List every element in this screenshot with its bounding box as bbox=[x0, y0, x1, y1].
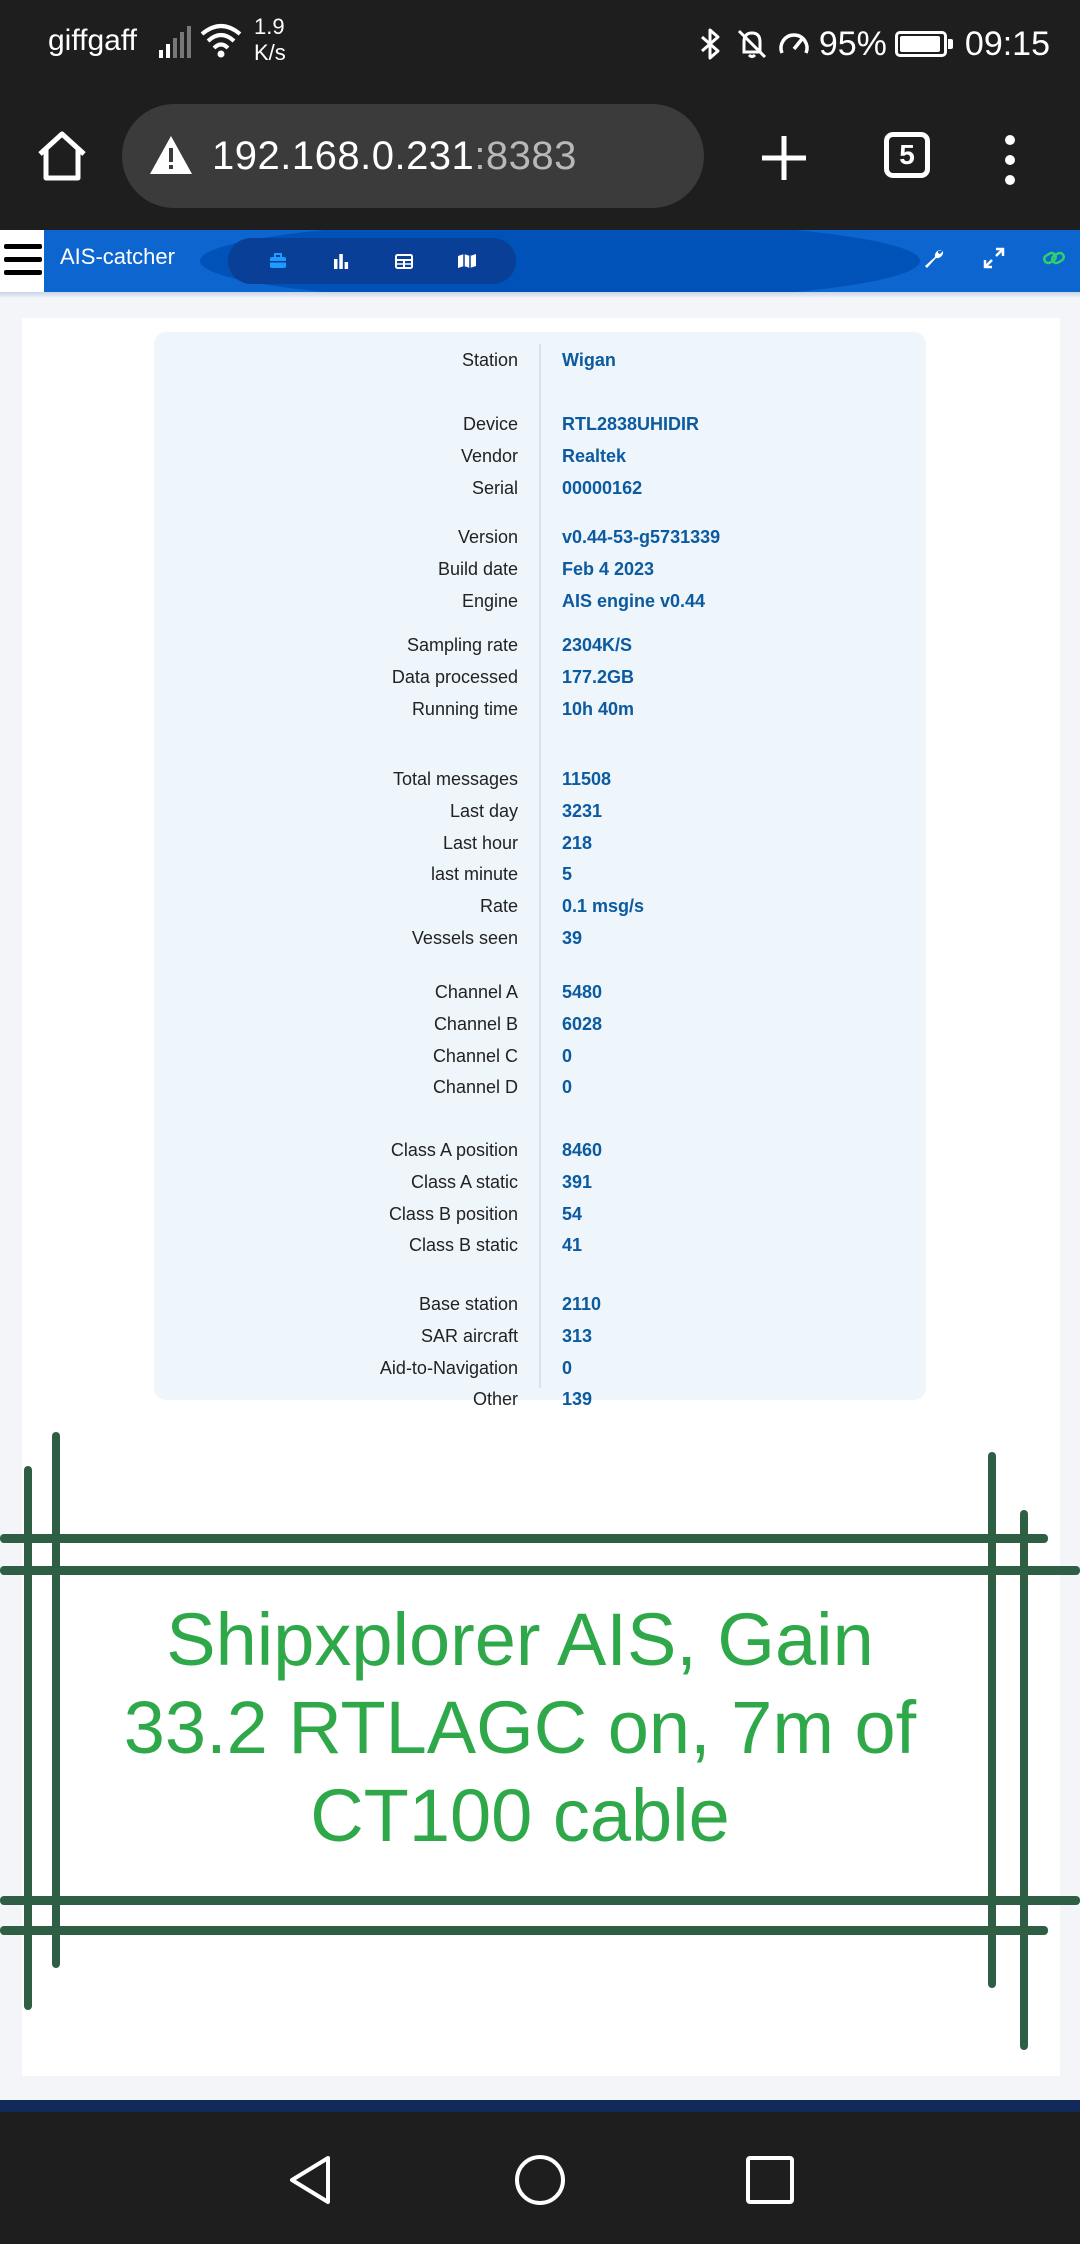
stat-value: 6028 bbox=[562, 1013, 603, 1034]
more-menu-icon[interactable] bbox=[996, 132, 1024, 188]
stat-row bbox=[154, 694, 926, 726]
stat-row bbox=[154, 1289, 926, 1321]
home-nav-icon[interactable] bbox=[512, 2152, 568, 2208]
gauge-icon bbox=[777, 27, 811, 61]
fullscreen-icon[interactable] bbox=[982, 246, 1006, 270]
stat-label: Data processed bbox=[391, 666, 518, 687]
stat-row bbox=[154, 662, 926, 694]
stat-label: Channel B bbox=[433, 1013, 518, 1034]
stat-label: Class B static bbox=[408, 1235, 518, 1256]
stat-row bbox=[154, 441, 926, 473]
browser-toolbar bbox=[0, 90, 1080, 230]
network-speed-unit: K/s bbox=[254, 40, 286, 65]
briefcase-icon bbox=[269, 253, 287, 269]
table-icon bbox=[395, 254, 413, 269]
stat-value: 10h 40m bbox=[562, 698, 635, 719]
stat-value: 139 bbox=[562, 1389, 593, 1410]
clock: 09:15 bbox=[964, 24, 1050, 63]
battery-icon bbox=[895, 31, 947, 57]
stat-value: RTL2838UHIDIR bbox=[562, 414, 700, 434]
status-bar bbox=[0, 0, 1080, 90]
stat-value: 8460 bbox=[562, 1140, 603, 1160]
stat-row bbox=[154, 522, 926, 554]
stat-value: 3231 bbox=[562, 800, 603, 821]
stat-row bbox=[154, 409, 926, 441]
stat-row bbox=[154, 1199, 926, 1231]
stat-row bbox=[154, 345, 926, 377]
stat-value: 11508 bbox=[562, 769, 612, 789]
caption-line-2: 33.2 RTLAGC on, 7m of bbox=[123, 1686, 917, 1769]
stat-row bbox=[154, 1041, 926, 1073]
stat-value: 5 bbox=[562, 864, 573, 885]
caption-line-3: CT100 cable bbox=[310, 1774, 730, 1857]
stat-row bbox=[154, 891, 926, 923]
bell-off-icon bbox=[735, 27, 769, 61]
stat-value: Realtek bbox=[562, 445, 627, 466]
carrier-name: giffgaff bbox=[48, 24, 137, 57]
stat-label: SAR aircraft bbox=[420, 1325, 518, 1346]
stat-row bbox=[154, 796, 926, 828]
home-icon[interactable] bbox=[34, 128, 90, 184]
stat-label: Device bbox=[462, 414, 518, 434]
stat-value: Wigan bbox=[562, 350, 616, 370]
stat-row bbox=[154, 1135, 926, 1167]
stat-row bbox=[154, 1167, 926, 1199]
signal-icon bbox=[158, 26, 192, 60]
network-speed bbox=[254, 14, 286, 66]
stat-value: 177.2GB bbox=[562, 666, 635, 687]
stat-row bbox=[154, 1384, 926, 1416]
stat-row bbox=[154, 473, 926, 505]
stat-value: 218 bbox=[562, 832, 593, 853]
battery-percent: 95% bbox=[818, 24, 887, 63]
tab-switcher-button[interactable]: 5 bbox=[884, 132, 930, 178]
url-port: :8383 bbox=[474, 134, 577, 178]
stat-label: Version bbox=[457, 527, 518, 547]
stat-label: Class A position bbox=[390, 1140, 518, 1160]
stat-value: 00000162 bbox=[562, 477, 643, 498]
caption-text bbox=[70, 1596, 970, 1860]
stats-card bbox=[154, 332, 926, 1410]
stat-row bbox=[154, 630, 926, 662]
recents-icon[interactable] bbox=[742, 2152, 798, 2208]
url-text[interactable] bbox=[212, 134, 577, 179]
stat-label: Vendor bbox=[460, 445, 518, 466]
network-speed-value: 1.9 bbox=[254, 14, 285, 39]
stat-label: Last day bbox=[449, 800, 518, 821]
bar-chart-icon bbox=[333, 253, 349, 269]
battery-fill bbox=[900, 36, 940, 52]
tab-map[interactable] bbox=[456, 250, 478, 272]
stat-label: Channel A bbox=[434, 982, 518, 1002]
stat-label: Channel C bbox=[432, 1045, 518, 1066]
stat-label: Total messages bbox=[392, 769, 518, 789]
stat-value: 2304K/S bbox=[562, 635, 633, 655]
stat-value: 0 bbox=[562, 1357, 573, 1378]
stat-label: Base station bbox=[418, 1294, 518, 1314]
stat-label: Rate bbox=[479, 896, 518, 917]
bluetooth-icon bbox=[693, 27, 727, 61]
stat-label: Other bbox=[472, 1389, 518, 1410]
tab-stats[interactable] bbox=[267, 250, 289, 272]
address-bar[interactable] bbox=[122, 104, 704, 208]
stat-label: Last hour bbox=[442, 832, 518, 853]
stat-label: Aid-to-Navigation bbox=[379, 1357, 518, 1378]
stat-value: Feb 4 2023 bbox=[562, 558, 655, 579]
app-title[interactable]: AIS-catcher bbox=[60, 244, 175, 269]
caption-line-1: Shipxplorer AIS, Gain bbox=[166, 1598, 874, 1681]
stat-label: Station bbox=[461, 350, 518, 370]
stat-row bbox=[154, 1230, 926, 1262]
stat-row bbox=[154, 1072, 926, 1104]
stat-label: Serial bbox=[471, 477, 518, 498]
stat-label: Channel D bbox=[432, 1077, 518, 1098]
view-tabs bbox=[228, 238, 516, 284]
stat-row bbox=[154, 1353, 926, 1385]
stat-row bbox=[154, 977, 926, 1009]
stat-value: AIS engine v0.44 bbox=[562, 590, 706, 611]
app-header bbox=[0, 230, 1080, 292]
stat-value: 54 bbox=[562, 1203, 583, 1224]
hamburger-menu-icon[interactable] bbox=[0, 230, 44, 292]
tab-ships[interactable] bbox=[393, 250, 415, 272]
stat-value: 0 bbox=[562, 1045, 573, 1066]
stat-row bbox=[154, 554, 926, 586]
stat-label: Running time bbox=[411, 698, 518, 719]
stat-label: Vessels seen bbox=[411, 928, 518, 948]
bottom-strip bbox=[0, 2100, 1080, 2112]
stat-row bbox=[154, 586, 926, 618]
wrench-icon[interactable] bbox=[922, 246, 946, 270]
stat-value: 313 bbox=[562, 1325, 593, 1346]
stat-row bbox=[154, 1321, 926, 1353]
stat-label: last minute bbox=[430, 864, 518, 885]
stat-value: 391 bbox=[562, 1171, 593, 1192]
stat-value: 41 bbox=[562, 1235, 583, 1256]
stat-row bbox=[154, 828, 926, 860]
stat-value: 0 bbox=[562, 1077, 573, 1098]
stat-row bbox=[154, 1009, 926, 1041]
stat-value: 0.1 msg/s bbox=[562, 896, 645, 917]
stat-label: Class B position bbox=[388, 1203, 518, 1224]
stat-label: Build date bbox=[437, 558, 518, 579]
link-icon[interactable] bbox=[1042, 246, 1066, 270]
stat-row bbox=[154, 923, 926, 955]
stat-value: 39 bbox=[562, 928, 583, 948]
stat-row bbox=[154, 859, 926, 891]
stat-label: Class A static bbox=[410, 1171, 518, 1192]
stat-value: 2110 bbox=[562, 1294, 602, 1314]
warning-icon[interactable] bbox=[148, 134, 194, 176]
stat-label: Sampling rate bbox=[406, 635, 518, 655]
system-nav-bar bbox=[0, 2112, 1080, 2244]
wifi-icon bbox=[200, 22, 242, 60]
url-host: 192.168.0.231 bbox=[212, 134, 475, 178]
tab-plots[interactable] bbox=[330, 250, 352, 272]
new-tab-icon[interactable] bbox=[756, 130, 812, 186]
stat-value: 5480 bbox=[562, 982, 603, 1002]
stat-label: Engine bbox=[461, 590, 518, 611]
header-shadow bbox=[0, 292, 1080, 298]
map-icon bbox=[457, 253, 477, 269]
back-icon[interactable] bbox=[282, 2152, 338, 2208]
stat-value: v0.44-53-g5731339 bbox=[562, 527, 721, 547]
stat-row bbox=[154, 764, 926, 796]
